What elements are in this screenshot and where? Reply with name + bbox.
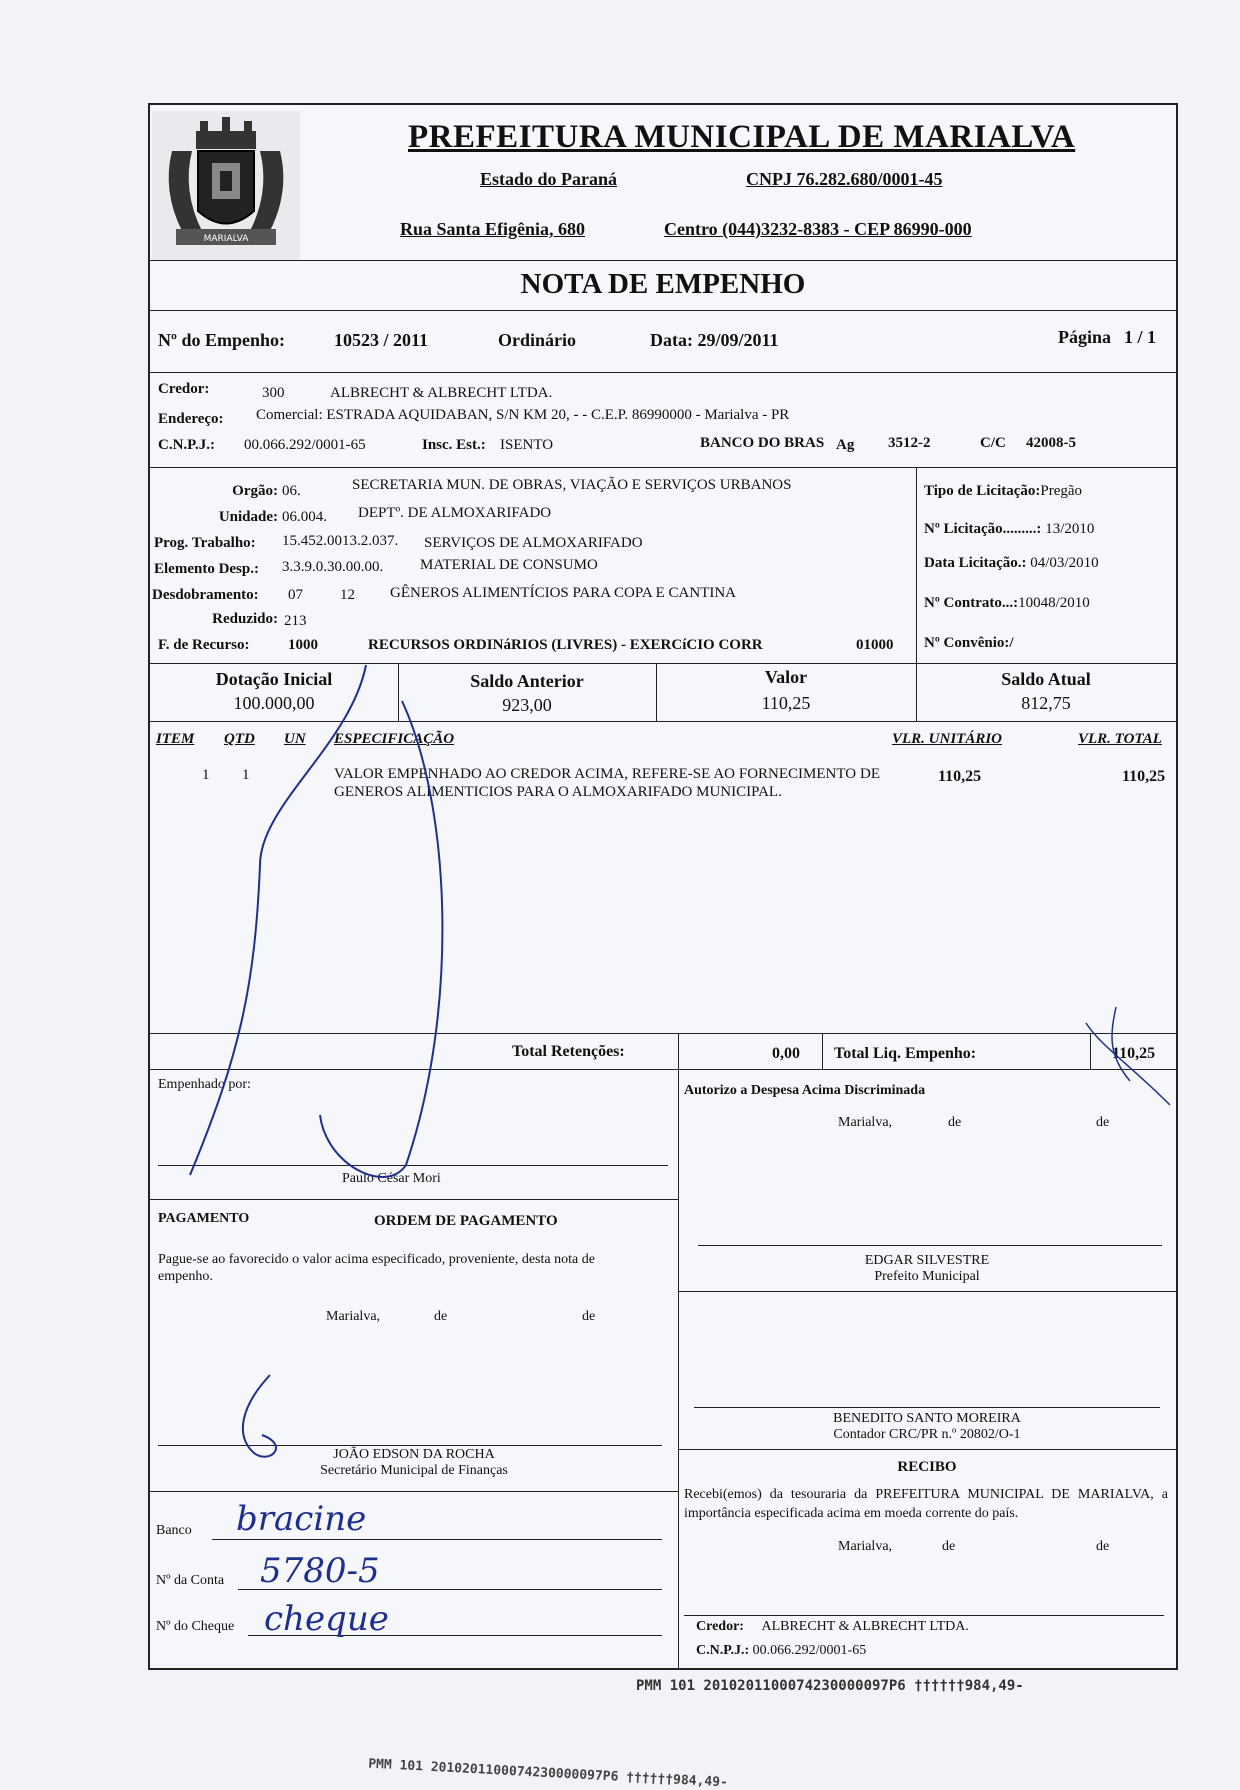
orgao-value: 06.	[282, 483, 301, 499]
recibo-credor-label: Credor:	[696, 1619, 744, 1634]
desdobramento-b: 12	[340, 587, 355, 603]
item-number: 1	[202, 767, 210, 783]
saldo-anterior-label: Saldo Anterior	[470, 671, 584, 691]
prefeito-role: Prefeito Municipal	[874, 1269, 980, 1284]
ordem-pagamento-label: ORDEM DE PAGAMENTO	[374, 1213, 558, 1229]
retencoes-label: Total Retenções:	[512, 1043, 625, 1060]
dotacao-value: 100.000,00	[233, 693, 315, 713]
prog-label: Prog. Trabalho:	[154, 535, 256, 551]
credor-code: 300	[262, 385, 285, 401]
autorizo-label: Autorizo a Despesa Acima Discriminada	[684, 1083, 926, 1098]
contador-role: Contador CRC/PR n.º 20802/O-1	[833, 1427, 1021, 1442]
desdobramento-label: Desdobramento:	[152, 587, 259, 603]
empenho-date: Data: 29/09/2011	[650, 330, 779, 350]
nota-empenho-form	[148, 103, 1178, 1670]
credor-endereco: Comercial: ESTRADA AQUIDABAN, S/N KM 20, - - C.E.P. 86990000 - Marialva - PR	[256, 407, 790, 423]
cc-value: 42008-5	[1026, 435, 1076, 451]
page-number: 1 / 1	[1124, 327, 1157, 347]
valor-label: Valor	[764, 667, 808, 687]
pagamento-de1: de	[434, 1309, 448, 1324]
municipal-address: Rua Santa Efigênia, 680	[400, 219, 586, 239]
data-licitacao-value: 04/03/2010	[1030, 555, 1099, 571]
col-un: UN	[284, 731, 306, 747]
cnpj-label: C.N.P.J.:	[158, 437, 215, 453]
credor-cnpj: 00.066.292/0001-65	[244, 437, 366, 453]
orgao-desc: SECRETARIA MUN. DE OBRAS, VIAÇÃO E SERVIÇOS URBANOS	[352, 477, 792, 493]
credor-label: Credor:	[158, 381, 210, 397]
print-stamp-duplicate: PMM 101 2010201100074230000097P6 ††††††984,49-	[367, 1756, 729, 1790]
page-title: PREFEITURA MUNICIPAL DE MARIALVA	[408, 119, 1076, 155]
desdobramento-a: 07	[288, 587, 303, 603]
data-licitacao-label: Data Licitação.:	[924, 555, 1027, 571]
recurso-label: F. de Recurso:	[158, 637, 250, 653]
state-name: Estado do Paraná	[480, 169, 618, 189]
recibo-de2: de	[1096, 1539, 1110, 1554]
agencia-value: 3512-2	[888, 435, 931, 451]
unidade-value: 06.004.	[282, 509, 327, 525]
agencia-label: Ag	[836, 437, 855, 453]
banco-label: Banco	[156, 1523, 192, 1538]
empenho-label: Nº do Empenho:	[158, 330, 285, 350]
unidade-desc: DEPTº. DE ALMOXARIFADO	[358, 505, 552, 521]
recibo-city: Marialva,	[838, 1539, 893, 1554]
recibo-label: RECIBO	[897, 1459, 957, 1475]
saldo-atual-label: Saldo Atual	[1001, 669, 1091, 689]
cc-label: C/C	[980, 435, 1006, 451]
autorizo-de2: de	[1096, 1115, 1110, 1130]
prefeito-name: EDGAR SILVESTRE	[864, 1253, 990, 1268]
col-qtd: QTD	[224, 731, 255, 747]
svg-text:MARIALVA: MARIALVA	[203, 234, 249, 244]
item-qtd: 1	[242, 767, 250, 783]
col-espec: ESPECIFICAÇÃO	[334, 731, 455, 747]
num-convenio: Nº Convênio:/	[924, 635, 1014, 651]
cheque-label: Nº do Cheque	[156, 1619, 235, 1634]
desdobramento-desc: GÊNEROS ALIMENTÍCIOS PARA COPA E CANTINA	[390, 585, 737, 601]
tipo-licitacao-label: Tipo de Licitação:	[924, 483, 1041, 499]
recurso-desc: RECURSOS ORDINáRIOS (LIVRES) - EXERCíCIO CORR	[368, 637, 763, 653]
empenhado-por-name: Paulo César Mori	[342, 1171, 441, 1186]
signature-strokes	[150, 105, 1176, 1668]
item-vlr-total: 110,25	[1122, 768, 1166, 785]
print-stamp: PMM 101 2010201100074230000097P6 ††††††984,49-	[636, 1678, 1024, 1694]
dotacao-label: Dotação Inicial	[215, 669, 333, 689]
empenhado-por-label: Empenhado por:	[158, 1077, 251, 1092]
page-label: Página	[1058, 327, 1112, 347]
saldo-anterior-value: 923,00	[502, 695, 552, 715]
credor-name: ALBRECHT & ALBRECHT LTDA.	[330, 385, 553, 401]
retencoes-value: 0,00	[772, 1045, 800, 1062]
num-licitacao-label: Nº Licitação.........:	[924, 521, 1042, 537]
banco-name: BANCO DO BRAS	[700, 435, 825, 451]
num-contrato-label: Nº Contrato...:	[924, 595, 1019, 611]
num-contrato-value: 10048/2010	[1018, 595, 1090, 611]
conta-handwritten: 5780-5	[260, 1551, 380, 1591]
prog-value: 15.452.0013.2.037.	[282, 533, 399, 549]
insc-label: Insc. Est.:	[422, 437, 486, 453]
pagamento-text: Pague-se ao favorecido o valor acima especificado, proveniente, desta nota de empenho.	[158, 1252, 595, 1284]
endereco-label: Endereço:	[158, 411, 224, 427]
liq-empenho-label: Total Liq. Empenho:	[834, 1045, 977, 1062]
empenho-number: 10523 / 2011	[334, 330, 429, 350]
recurso-code: 01000	[856, 637, 894, 653]
recibo-de1: de	[942, 1539, 956, 1554]
recibo-text: Recebi(emos) da tesouraria da PREFEITURA MUNICIPAL DE MARIALVA, a importância especificada acima em moeda corrente do país.	[684, 1487, 1168, 1521]
document-title: NOTA DE EMPENHO	[520, 268, 806, 300]
conta-label: Nº da Conta	[156, 1573, 225, 1588]
reduzido-value: 213	[284, 613, 307, 629]
valor-value: 110,25	[761, 693, 811, 713]
col-item: ITEM	[156, 731, 195, 747]
col-vlr-total: VLR. TOTAL	[1078, 731, 1162, 747]
autorizo-de1: de	[948, 1115, 962, 1130]
pagamento-de2: de	[582, 1309, 596, 1324]
secretario-name: JOÃO EDSON DA ROCHA	[333, 1447, 495, 1462]
num-licitacao-value: 13/2010	[1045, 521, 1095, 537]
municipal-contact: Centro (044)3232-8383 - CEP 86990-000	[664, 219, 972, 239]
autorizo-city: Marialva,	[838, 1115, 893, 1130]
col-vlr-unitario: VLR. UNITÁRIO	[892, 731, 1003, 747]
orgao-label: Orgão:	[232, 483, 278, 499]
prog-desc: SERVIÇOS DE ALMOXARIFADO	[424, 535, 643, 551]
saldo-atual-value: 812,75	[1021, 693, 1071, 713]
recibo-cnpj-value: 00.066.292/0001-65	[752, 1643, 867, 1658]
empenho-type: Ordinário	[498, 330, 577, 350]
tipo-licitacao-value: Pregão	[1040, 483, 1083, 499]
pagamento-city: Marialva,	[326, 1309, 381, 1324]
municipal-cnpj: CNPJ 76.282.680/0001-45	[746, 169, 943, 189]
banco-handwritten: bracine	[236, 1499, 367, 1539]
item-vlr-unitario: 110,25	[938, 768, 982, 785]
unidade-label: Unidade:	[218, 509, 278, 525]
reduzido-label: Reduzido:	[212, 611, 278, 627]
elemento-value: 3.3.9.0.30.00.00.	[282, 559, 384, 575]
elemento-label: Elemento Desp.:	[154, 561, 259, 577]
item-especificacao: VALOR EMPENHADO AO CREDOR ACIMA, REFERE-SE AO FORNECIMENTO DE GENEROS ALIMENTICIOS PARA O ALMOXARIFADO MUNICIPAL.	[334, 766, 880, 800]
recibo-credor-value: ALBRECHT & ALBRECHT LTDA.	[761, 1619, 969, 1634]
secretario-role: Secretário Municipal de Finanças	[320, 1463, 508, 1478]
recurso-value: 1000	[288, 637, 318, 653]
cheque-handwritten: cheque	[264, 1599, 389, 1639]
recibo-cnpj-label: C.N.P.J.:	[696, 1643, 750, 1658]
liq-empenho-value: 110,25	[1112, 1045, 1156, 1062]
contador-name: BENEDITO SANTO MOREIRA	[833, 1411, 1021, 1426]
pagamento-label: PAGAMENTO	[158, 1211, 250, 1226]
elemento-desc: MATERIAL DE CONSUMO	[420, 557, 598, 573]
insc-value: ISENTO	[500, 437, 554, 453]
